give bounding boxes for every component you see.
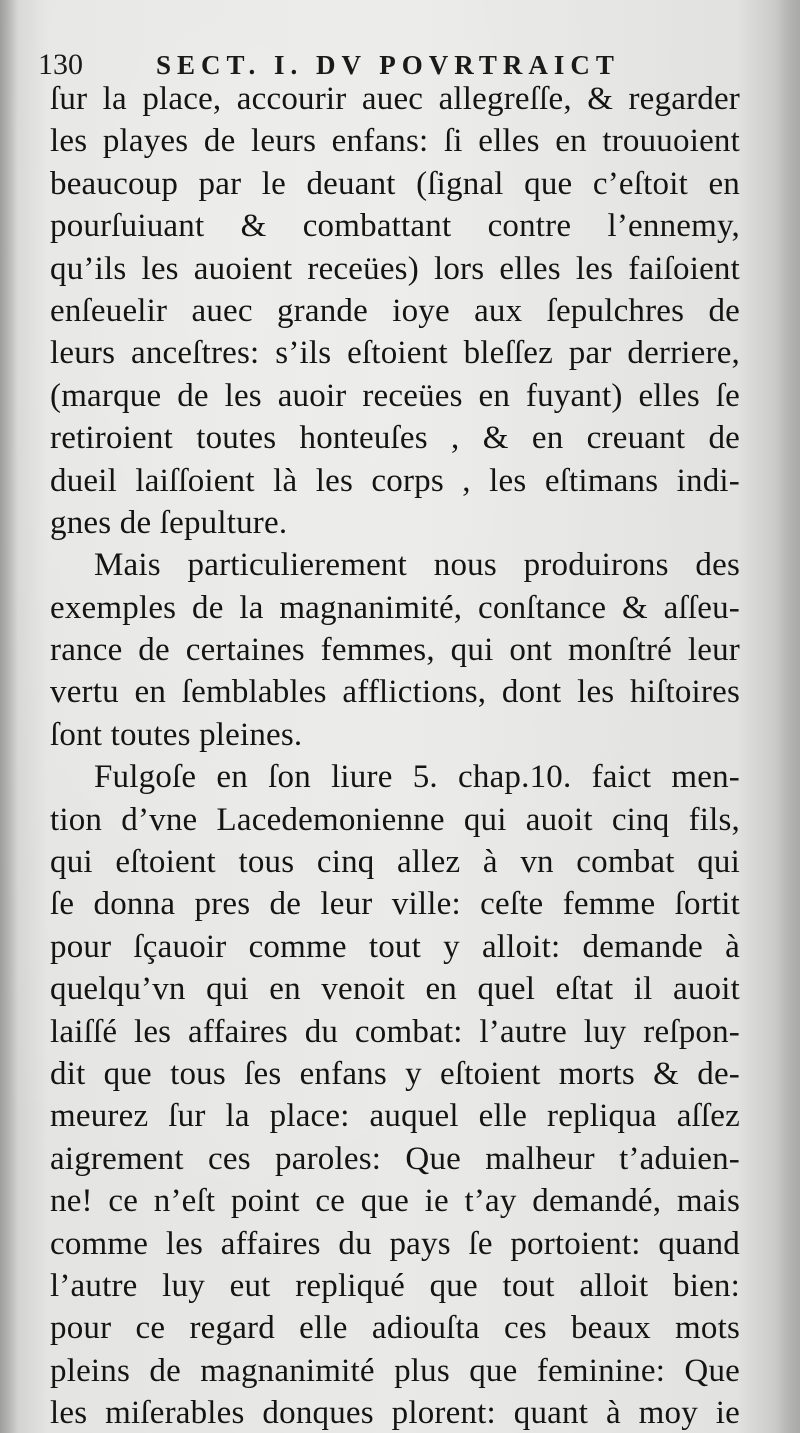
page-gutter-shadow — [0, 0, 18, 1433]
text-line: quelqu’vn qui en venoit en quel eſtat il auoit — [50, 971, 740, 1008]
text-line: pour ſçauoir comme tout y alloit: demande à — [50, 928, 740, 965]
page-number: 130 — [38, 48, 83, 81]
text-line: aigrement ces paroles: Que malheur t’aduien- — [50, 1140, 740, 1177]
text-line: tion d’vne Lacedemonienne qui auoit cinq fils, — [50, 801, 740, 838]
text-line: dueil laiſſoient là les corps , les eſtimans indi- — [50, 462, 740, 499]
paragraph-first-line: Fulgoſe en ſon liure 5. chap.10. faict men- — [94, 759, 740, 796]
text-line: l’autre luy eut repliqué que tout alloit bien: — [50, 1267, 740, 1304]
text-line: pleins de magnanimité plus que feminine: Que — [50, 1352, 740, 1389]
paragraph-end-line: ſont toutes pleines. — [50, 716, 303, 753]
paragraph-first-line: Mais particulierement nous produirons des — [94, 547, 740, 584]
text-line: qu’ils les auoient receües) lors elles les faiſoient — [50, 250, 740, 287]
text-line: les miſerables donques plorent: quant à moy ie — [50, 1395, 740, 1432]
text-line: exemples de la magnanimité, conſtance & aſſeu- — [50, 589, 740, 626]
text-line: vertu en ſemblables afflictions, dont les hiſtoires — [50, 674, 740, 711]
text-line: leurs anceſtres: s’ils eſtoient bleſſez par derriere, — [50, 335, 740, 372]
text-line: pour ce regard elle adiouſta ces beaux mots — [50, 1310, 740, 1347]
text-line: qui eſtoient tous cinq allez à vn combat qui — [50, 844, 740, 881]
text-line: (marque de les auoir receües en fuyant) elles ſe — [50, 377, 740, 414]
text-line: beaucoup par le deuant (ſignal que c’eſtoit en — [50, 165, 740, 202]
page-edge-shadow — [776, 0, 800, 1433]
text-line: pourſuiuant & combattant contre l’ennemy, — [50, 208, 740, 245]
text-line: enſeuelir auec grande ioye aux ſepulchres de — [50, 292, 740, 329]
text-line: les playes de leurs enfans: ſi elles en trouuoient — [50, 123, 740, 160]
text-line: laiſſé les affaires du combat: l’autre luy reſpon- — [50, 1013, 740, 1050]
text-line: retiroient toutes honteuſes , & en creuant de — [50, 420, 740, 457]
paragraph-end-line: gnes de ſepulture. — [50, 504, 288, 541]
running-title: SECT. I. DV POVRTRAICT — [156, 50, 620, 80]
text-line: dit que tous ſes enfans y eſtoient morts & de- — [50, 1055, 740, 1092]
text-line: rance de certaines femmes, qui ont monſtré leur — [50, 632, 740, 669]
body-text — [50, 78, 740, 1433]
text-line: ne! ce n’eſt point ce que ie t’ay demandé, mais — [50, 1183, 740, 1220]
text-line: ſur la place, accourir auec allegreſſe, & regarder — [50, 81, 740, 117]
text-line: comme les affaires du pays ſe portoient: quand — [50, 1225, 740, 1262]
text-line: meurez ſur la place: auquel elle repliqua aſſez — [50, 1098, 740, 1135]
text-line: ſe donna pres de leur ville: ceſte femme ſortit — [50, 886, 740, 923]
